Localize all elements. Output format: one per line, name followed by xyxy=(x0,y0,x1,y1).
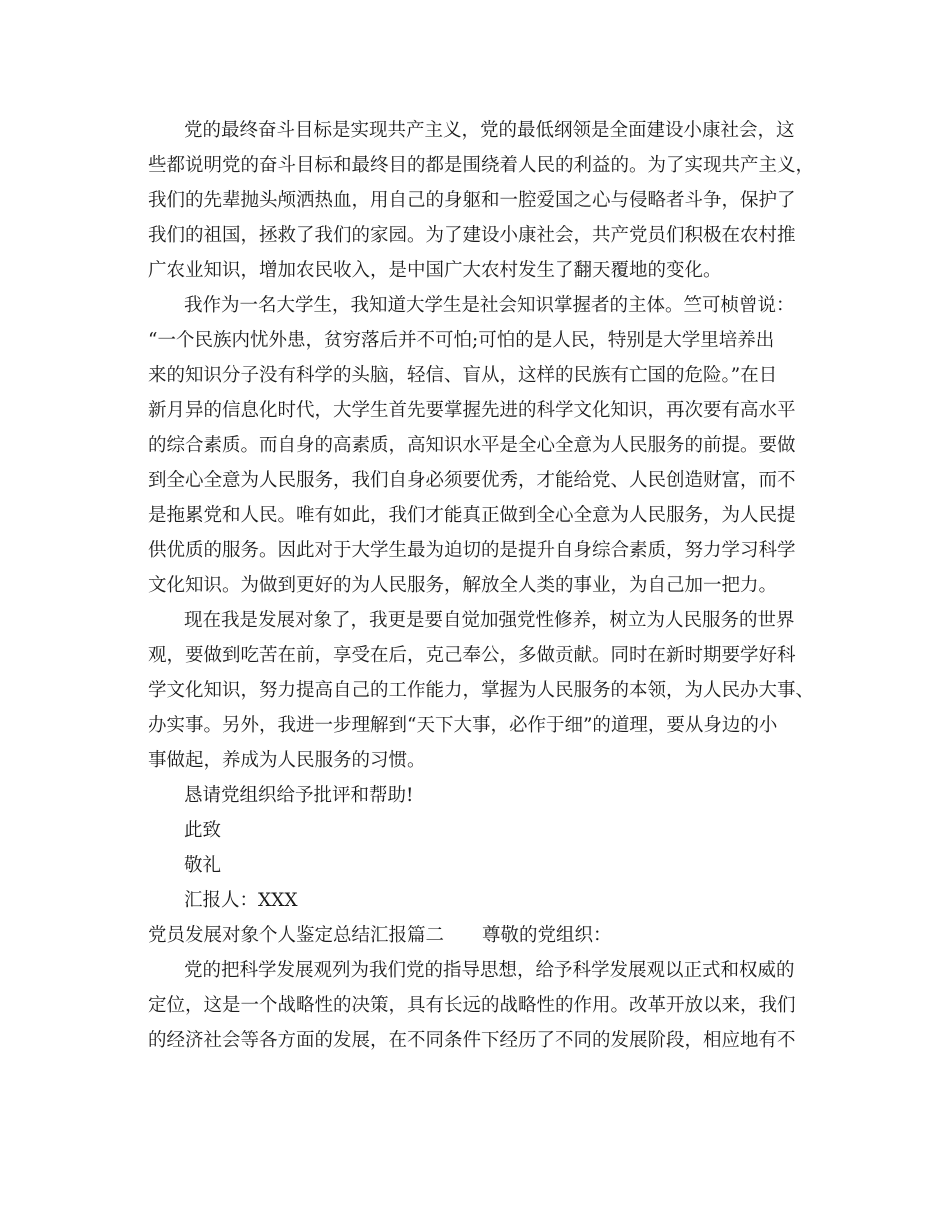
paragraph-3-line-2: 观，要做到吃苦在前，享受在后，克己奉公，多做贡献。同时在新时期要学好科 xyxy=(148,645,796,666)
section-salutation: 尊敬的党组织： xyxy=(482,925,612,946)
paragraph-4-line-2: 定位，这是一个战略性的决策，具有长远的战略性的作用。改革开放以来，我们 xyxy=(148,995,796,1016)
closing-jingli: 敬礼 xyxy=(184,855,222,876)
paragraph-3-line-3: 学文化知识，努力提高自己的工作能力，掌握为人民服务的本领，为人民办大事、 xyxy=(148,680,815,701)
paragraph-1-line-2: 些都说明党的奋斗目标和最终目的都是围绕着人民的利益的。为了实现共产主义， xyxy=(148,155,815,176)
paragraph-1-line-3: 我们的先辈抛头颅洒热血，用自己的身躯和一腔爱国之心与侵略者斗争，保护了 xyxy=(148,190,796,211)
signature-reporter: 汇报人：XXX xyxy=(184,890,298,911)
paragraph-3-line-5: 事做起，养成为人民服务的习惯。 xyxy=(148,750,426,771)
paragraph-1-line-4: 我们的祖国，拯救了我们的家园。为了建设小康社会，共产党员们积极在农村推 xyxy=(148,225,796,246)
section-title: 党员发展对象个人鉴定总结汇报篇二 xyxy=(148,925,445,946)
paragraph-1-line-1: 党的最终奋斗目标是实现共产主义，党的最低纲领是全面建设小康社会，这 xyxy=(184,120,795,141)
paragraph-3-line-4: 办实事。另外，我进一步理解到“天下大事，必作于细”的道理，要从身边的小 xyxy=(148,715,778,736)
paragraph-2-line-7: 是拖累党和人民。唯有如此，我们才能真正做到全心全意为人民服务，为人民提 xyxy=(148,505,796,526)
paragraph-2-line-6: 到全心全意为人民服务，我们自身必须要优秀，才能给党、人民创造财富，而不 xyxy=(148,470,796,491)
closing-cizhi: 此致 xyxy=(184,820,222,841)
paragraph-4-line-1: 党的把科学发展观列为我们党的指导思想，给予科学发展观以正式和权威的 xyxy=(184,960,795,981)
paragraph-2-line-8: 供优质的服务。因此对于大学生最为迫切的是提升自身综合素质，努力学习科学 xyxy=(148,540,796,561)
paragraph-1-line-5: 广农业知识，增加农民收入，是中国广大农村发生了翻天覆地的变化。 xyxy=(148,260,722,281)
paragraph-2-line-1: 我作为一名大学生，我知道大学生是社会知识掌握者的主体。竺可桢曾说： xyxy=(184,295,795,316)
paragraph-2-line-4: 新月异的信息化时代，大学生首先要掌握先进的科学文化知识，再次要有高水平 xyxy=(148,400,796,421)
paragraph-2-line-5: 的综合素质。而自身的高素质，高知识水平是全心全意为人民服务的前提。要做 xyxy=(148,435,796,456)
paragraph-2-line-3: 来的知识分子没有科学的头脑，轻信、盲从，这样的民族有亡国的危险。”在日 xyxy=(148,365,778,386)
paragraph-2-line-9: 文化知识。为做到更好的为人民服务，解放全人类的事业，为自己加一把力。 xyxy=(148,575,778,596)
closing-request: 恳请党组织给予批评和帮助! xyxy=(184,785,414,806)
paragraph-3-line-1: 现在我是发展对象了，我更是要自觉加强党性修养，树立为人民服务的世界 xyxy=(184,610,795,631)
paragraph-2-line-2: “一个民族内忧外患，贫穷落后并不可怕;可怕的是人民，特别是大学里培养出 xyxy=(148,330,775,351)
section-heading xyxy=(148,921,612,951)
paragraph-4-line-3: 的经济社会等各方面的发展，在不同条件下经历了不同的发展阶段，相应地有不 xyxy=(148,1030,796,1051)
